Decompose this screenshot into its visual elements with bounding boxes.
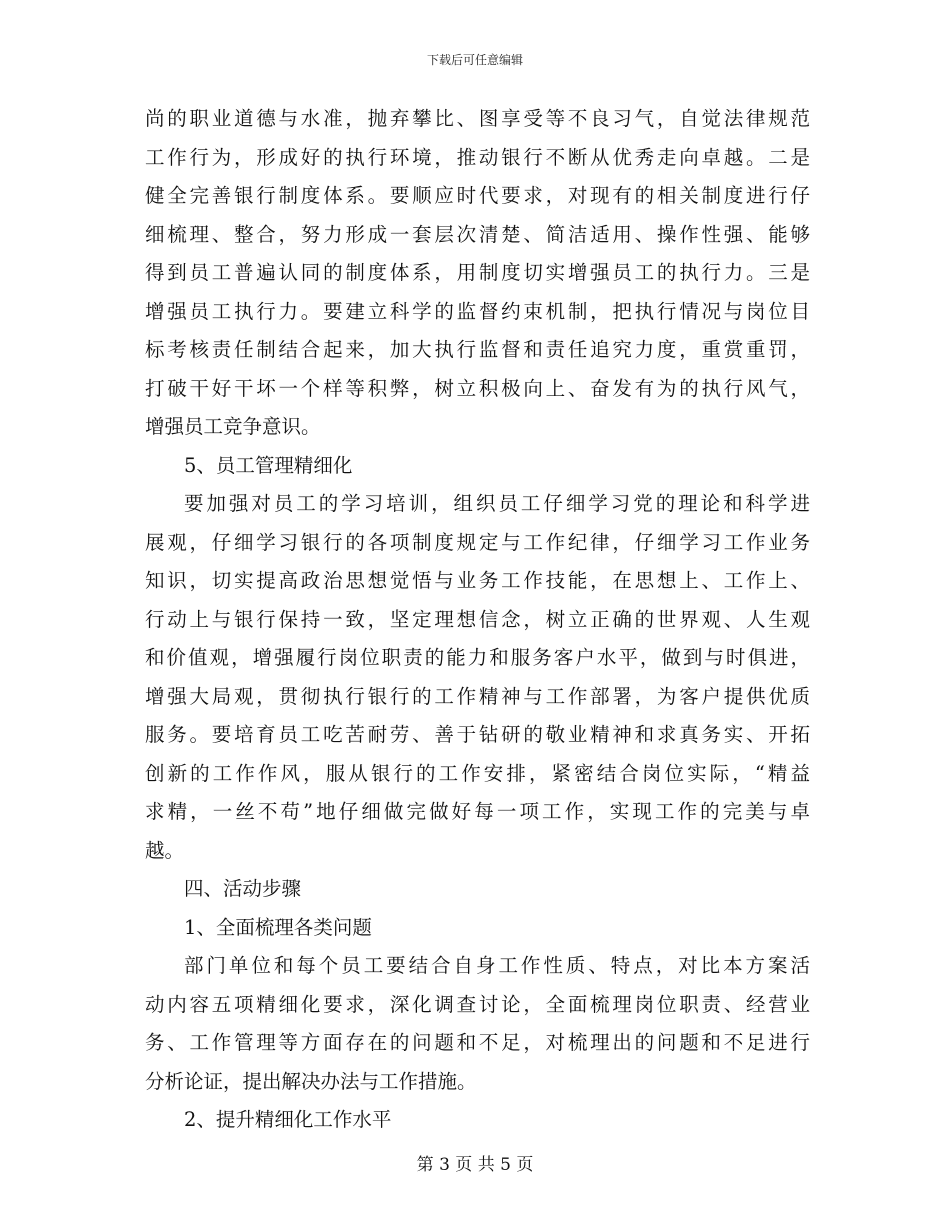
body-line: 标考核责任制结合起来，加大执行监督和责任追究力度，重赏重罚， (145, 338, 810, 361)
subsection-heading: 1、全面梳理各类问题 (184, 915, 372, 939)
body-line: 增强员工执行力。要建立科学的监督约束机制，把执行情况与岗位目 (145, 299, 810, 323)
body-line: 动内容五项精细化要求，深化调查讨论，全面梳理岗位职责、经营业 (145, 992, 810, 1016)
section-heading: 四、活动步骤 (184, 877, 302, 900)
body-line: 增强大局观，贯彻执行银行的工作精神与工作部署，为客户提供优质 (145, 684, 810, 708)
body-line: 尚的职业道德与水准，抛弃攀比、图享受等不良习气，自觉法律规范 (145, 107, 810, 130)
body-line: 行动上与银行保持一致，坚定理想信念，树立正确的世界观、人生观 (145, 607, 810, 631)
subsection-heading: 2、提升精细化工作水平 (184, 1108, 392, 1131)
body-line: 服务。要培育员工吃苦耐劳、善于钻研的敬业精神和求真务实、开拓 (145, 723, 810, 746)
body-line: 知识，切实提高政治思想觉悟与业务工作技能，在思想上、工作上、 (145, 569, 810, 592)
body-line: 分析论证，提出解决办法与工作措施。 (145, 1069, 477, 1093)
section-heading: 5、员工管理精细化 (184, 453, 353, 477)
body-line: 打破干好干坏一个样等积弊，树立积极向上、奋发有为的执行风气， (145, 376, 810, 400)
body-line: 创新的工作作风，服从银行的工作安排，紧密结合岗位实际，“精益 (145, 761, 810, 785)
body-line: 求精，一丝不苟”地仔细做完做好每一项工作，实现工作的完美与卓 (145, 800, 810, 823)
page-header: 下载后可任意编辑 (426, 53, 523, 67)
body-line: 增强员工竞争意识。 (145, 415, 321, 438)
body-line: 务、工作管理等方面存在的问题和不足，对梳理出的问题和不足进行 (145, 1031, 810, 1054)
body-line: 越。 (145, 838, 185, 862)
body-line: 工作行为，形成好的执行环境，推动银行不断从优秀走向卓越。二是 (145, 145, 810, 169)
body-line: 健全完善银行制度体系。要顺应时代要求，对现有的相关制度进行仔 (145, 184, 810, 207)
paragraph-first-line: 要加强对员工的学习培训，组织员工仔细学习党的理论和科学进 (184, 492, 810, 515)
body-line: 和价值观，增强履行岗位职责的能力和服务客户水平，做到与时俱进， (145, 646, 810, 669)
paragraph-first-line: 部门单位和每个员工要结合自身工作性质、特点，对比本方案活 (184, 954, 810, 977)
page-number: 第 3 页 共 5 页 (416, 1155, 534, 1175)
body-line: 展观，仔细学习银行的各项制度规定与工作纪律，仔细学习工作业务 (145, 530, 810, 554)
body-line: 细梳理、整合，努力形成一套层次清楚、简洁适用、操作性强、能够 (145, 222, 810, 246)
body-line: 得到员工普遍认同的制度体系，用制度切实增强员工的执行力。三是 (145, 261, 810, 284)
document-body (145, 100, 810, 1140)
